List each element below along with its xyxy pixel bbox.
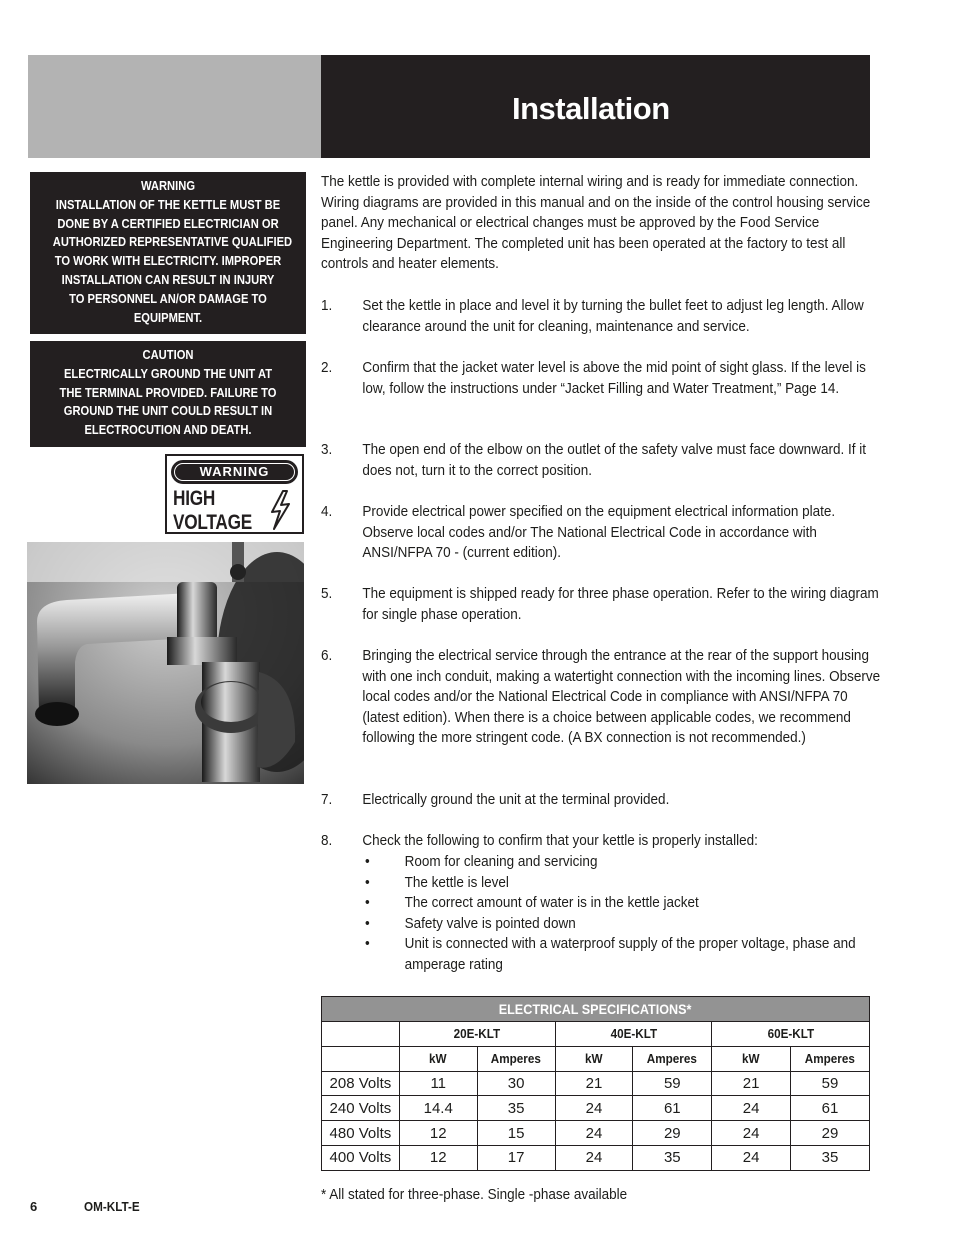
header-black-block: [321, 55, 870, 158]
checklist-item: [365, 873, 874, 894]
table-row: [322, 1071, 870, 1096]
table-cell: 17: [477, 1145, 555, 1170]
step-item: [321, 646, 881, 749]
warning-line: INSTALLATION OF THE KETTLE MUST BE: [55, 196, 281, 212]
install-checklist: [365, 852, 875, 976]
step-text: Electrically ground the unit at the terminal provided.: [362, 791, 670, 808]
bullet-icon: •: [365, 873, 370, 891]
table-cell: 24: [712, 1145, 791, 1170]
table-cell: 61: [791, 1096, 870, 1121]
table-cell: 15: [477, 1121, 555, 1146]
bullet-icon: •: [365, 935, 370, 953]
step-number: 3.: [321, 441, 333, 458]
model-header: 60E-KLT: [712, 1022, 870, 1047]
step-text: Check the following to confirm that your kettle is properly installed:: [362, 832, 758, 849]
electrical-specifications-table: [321, 996, 870, 1171]
table-cell: 35: [633, 1145, 712, 1170]
page-number: 6: [30, 1199, 38, 1214]
step-text: The equipment is shipped ready for three phase operation. Refer to the wiring diagram for single phase operation.: [362, 585, 879, 623]
table-subheader-row: [322, 1046, 870, 1071]
step-number: 2.: [321, 359, 333, 376]
warning-line: INSTALLATION CAN RESULT IN INJURY: [61, 271, 275, 287]
warning-line: EQUIPMENT.: [133, 309, 203, 325]
safety-valve-photo: [27, 542, 304, 784]
checklist-text: The kettle is level: [404, 873, 509, 891]
bullet-icon: •: [365, 914, 370, 932]
step-item: [321, 584, 881, 625]
voltage-label: 480 Volts: [322, 1121, 400, 1146]
table-cell: 61: [633, 1096, 712, 1121]
caution-line: ELECTROCUTION AND DEATH.: [84, 422, 252, 438]
step-number: 6.: [321, 647, 333, 664]
sign-text: [173, 487, 252, 535]
step-item: [321, 358, 881, 399]
intro-paragraph: [321, 172, 873, 275]
checklist-item: [365, 914, 874, 935]
table-cell: 21: [555, 1071, 633, 1096]
header-gray-block: [28, 55, 321, 158]
table-cell: 21: [712, 1071, 791, 1096]
caution-line: THE TERMINAL PROVIDED. FAILURE TO: [59, 384, 277, 400]
warning-heading: WARNING: [140, 178, 196, 193]
table-row: [322, 1145, 870, 1170]
table-title-row: [322, 997, 870, 1022]
voltage-label: 208 Volts: [322, 1071, 400, 1096]
warning-box: [30, 172, 306, 334]
step-text: Provide electrical power specified on the equipment electrical information plate. Observe local codes and/or The National Electrical Code in accordance with ANSI/NFPA 70 - (current edition).: [362, 503, 836, 562]
step-item: [321, 296, 881, 337]
checklist-item: [365, 893, 874, 914]
warning-line: TO PERSONNEL AN/OR DAMAGE TO: [69, 290, 267, 306]
table-cell: 14.4: [399, 1096, 477, 1121]
lightning-bolt-icon: [267, 490, 293, 530]
table-cell: 12: [399, 1145, 477, 1170]
checklist-text: Unit is connected with a waterproof supply of the proper voltage, phase and amperage rating: [404, 935, 856, 973]
table-cell: 11: [399, 1071, 477, 1096]
amperes-header: Amperes: [791, 1046, 870, 1071]
amperes-header: Amperes: [633, 1046, 712, 1071]
table-cell: 24: [555, 1096, 633, 1121]
table-cell: 35: [791, 1145, 870, 1170]
step-item: [321, 790, 881, 811]
bullet-icon: •: [365, 894, 370, 912]
step-number: 8.: [321, 832, 333, 849]
step-item: [321, 440, 881, 481]
table-cell: 59: [791, 1071, 870, 1096]
step-text: The open end of the elbow on the outlet of the safety valve must face downward. If it does not, turn it to the correct position.: [362, 441, 866, 479]
checklist-text: Room for cleaning and servicing: [404, 853, 598, 870]
table-cell: 59: [633, 1071, 712, 1096]
bullet-icon: •: [365, 853, 370, 870]
checklist-text: The correct amount of water is in the kettle jacket: [404, 894, 699, 912]
step-text: Set the kettle in place and level it by turning the bullet feet to adjust leg length. Allow clearance around the unit for cleaning, maintenance and service.: [362, 297, 864, 335]
checklist-item: [365, 852, 874, 873]
table-model-row: [322, 1022, 870, 1047]
table-footnote: * All stated for three-phase. Single -phase available: [321, 1186, 628, 1203]
table-cell: 30: [477, 1071, 555, 1096]
step-number: 1.: [321, 297, 333, 314]
warning-line: AUTHORIZED REPRESENTATIVE QUALIFIED: [52, 234, 293, 250]
caution-line: GROUND THE UNIT COULD RESULT IN: [63, 403, 273, 419]
amperes-header: Amperes: [477, 1046, 555, 1071]
high-voltage-sign: [165, 454, 304, 534]
safety-valve-illustration: [27, 542, 304, 784]
step-number: 7.: [321, 791, 333, 808]
table-corner-cell: [322, 1022, 400, 1047]
model-header: 20E-KLT: [399, 1022, 555, 1047]
step-item: [321, 502, 881, 564]
caution-box: [30, 341, 306, 447]
warning-line: TO WORK WITH ELECTRICITY. IMPROPER: [54, 253, 282, 269]
table-row: [322, 1121, 870, 1146]
step-item: [321, 831, 881, 852]
table-cell: 24: [712, 1121, 791, 1146]
kw-header: kW: [399, 1046, 477, 1071]
caution-heading: CAUTION: [142, 347, 194, 362]
table-cell: 24: [555, 1145, 633, 1170]
model-header: 40E-KLT: [555, 1022, 712, 1047]
table-cell: 12: [399, 1121, 477, 1146]
step-text: Bringing the electrical service through the entrance at the rear of the support housing with one inch conduit, making a watertight connection with the incoming lines. Observe local codes and/or the National Electrical Code in compliance with ANSI/NFPA 70 (latest edition). When there is a choice between applicable codes, we recommend following the more stringent code. (A BX connection is not recommended.): [362, 647, 881, 747]
table-cell: 29: [633, 1121, 712, 1146]
voltage-label: 240 Volts: [322, 1096, 400, 1121]
checklist-text: Safety valve is pointed down: [404, 914, 576, 932]
sign-banner-text: WARNING: [174, 463, 295, 481]
table-cell: 35: [477, 1096, 555, 1121]
table-title: ELECTRICAL SPECIFICATIONS*: [322, 997, 870, 1022]
kw-header: kW: [555, 1046, 633, 1071]
step-text: Confirm that the jacket water level is above the mid point of sight glass. If the level is low, follow the instructions under “Jacket Filling and Water Treatment,” Page 14.: [362, 359, 866, 397]
step-number: 4.: [321, 503, 333, 520]
document-id: OM-KLT-E: [84, 1199, 140, 1214]
kw-header: kW: [712, 1046, 791, 1071]
sign-line-voltage: VOLTAGE: [173, 511, 252, 534]
table-cell: 29: [791, 1121, 870, 1146]
page-title: Installation: [512, 91, 670, 126]
caution-line: ELECTRICALLY GROUND THE UNIT AT: [63, 365, 273, 381]
voltage-label: 400 Volts: [322, 1145, 400, 1170]
table-corner-cell: [322, 1046, 400, 1071]
table-cell: 24: [712, 1096, 791, 1121]
warning-line: DONE BY A CERTIFIED ELECTRICIAN OR: [57, 215, 279, 231]
table-cell: 24: [555, 1121, 633, 1146]
step-number: 5.: [321, 585, 333, 602]
table-row: [322, 1096, 870, 1121]
checklist-item: [365, 934, 874, 975]
sign-line-high: HIGH: [173, 487, 216, 510]
intro-text: The kettle is provided with complete internal wiring and is ready for immediate connection. Wiring diagrams are provided in this manual and on the inside of the control housing service panel. Any mechanical or electrical changes must be approved by the Food Service Engineering Department. The completed unit has been operated at the factory to test all controls and heater elements.: [321, 173, 871, 273]
sign-banner: [171, 460, 298, 484]
